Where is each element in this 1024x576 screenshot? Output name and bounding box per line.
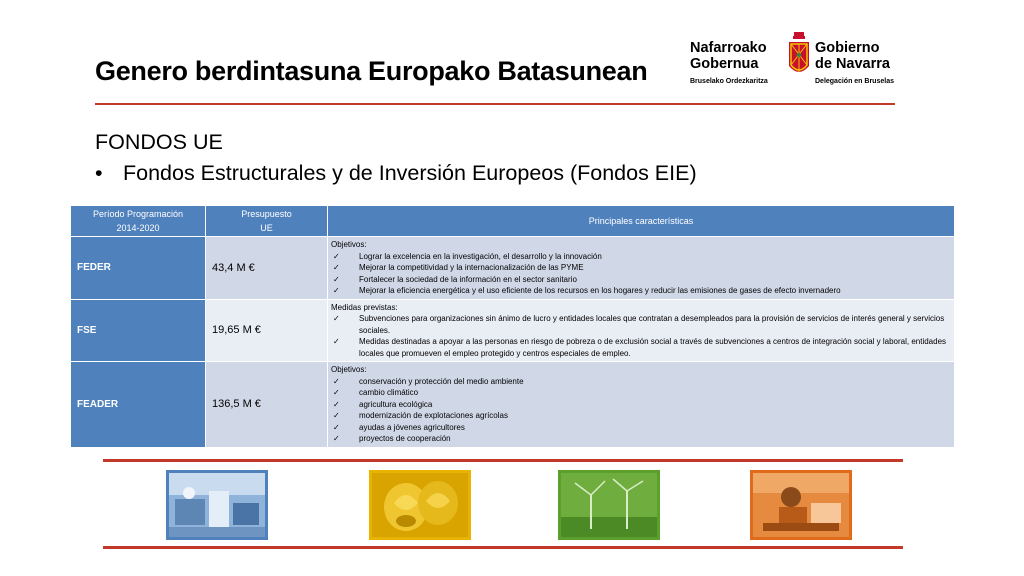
list-item [331,422,951,434]
list-item [331,336,951,359]
list-item-text: conservación y protección del medio ambiente [359,376,524,386]
list-item [331,274,951,286]
list-item-text: Mejorar la competitividad y la internacionalización de las PYME [359,263,584,272]
list-item [331,410,951,422]
navarra-coat-of-arms-icon [786,30,812,86]
list-item-text: modernización de explotaciones agrícolas [359,411,508,420]
bullet-dot: • [95,161,103,185]
check-icon: ✓ [333,399,340,409]
logo-basque-text [690,40,785,86]
table-row [71,237,955,300]
header-budget [206,206,328,237]
list-item-text: cambio climático [359,388,419,397]
check-icon: ✓ [333,376,340,386]
check-icon: ✓ [333,337,340,346]
fund-features [328,299,955,362]
table-row [71,299,955,362]
header-budget-line2: UE [260,223,273,233]
page-title: Genero berdintasuna Europako Batasunean [95,56,648,86]
features-heading: Objetivos: [331,365,367,374]
strip-bottom-rule [103,546,903,549]
list-item-text: Lograr la excelencia en la investigación, el desarrollo y la innovación [359,251,602,261]
check-icon: ✓ [333,388,340,397]
artichoke-photo [369,470,471,540]
logo-right-subtitle: Delegación en Bruselas [815,78,894,85]
government-logo [690,30,910,92]
logo-right-line1: Gobierno [815,40,880,56]
fund-name: FEDER [71,237,206,300]
list-item [331,285,951,297]
fund-budget: 43,4 M € [206,237,328,300]
list-item [331,433,951,445]
check-icon: ✓ [333,422,340,432]
bullet-text: Fondos Estructurales y de Inversión Europeos (Fondos EIE) [123,161,697,185]
fund-name: FEADER [71,362,206,448]
check-icon: ✓ [333,411,340,420]
logo-left-subtitle: Bruselako Ordezkaritza [690,78,768,85]
check-icon: ✓ [333,286,340,295]
fund-features [328,362,955,448]
header-period [71,206,206,237]
list-item-text: agricultura ecológica [359,399,433,409]
table-row [71,362,955,448]
check-icon: ✓ [333,434,340,443]
fund-name: FSE [71,299,206,362]
worker-photo [750,470,852,540]
list-item-text: Fortalecer la sociedad de la información en el sector sanitario [359,274,577,284]
fund-budget: 136,5 M € [206,362,328,448]
list-item [331,399,951,411]
bullet-item [95,161,697,186]
header-period-line2: 2014-2020 [116,223,160,233]
fund-budget: 19,65 M € [206,299,328,362]
list-item [331,313,951,336]
fund-features [328,237,955,300]
list-item-text: Mejorar la eficiencia energética y el uso eficiente de los recursos en los hogares y reducir las emisiones de gases de efecto invernadero [359,286,841,295]
section-heading: FONDOS UE [95,130,223,154]
features-heading: Objetivos: [331,240,367,249]
wind-turbines-photo [558,470,660,540]
logo-right-line2: de Navarra [815,56,890,72]
header-features: Principales características [328,206,955,237]
features-heading: Medidas previstas: [331,302,398,312]
logo-spanish-text [815,40,915,86]
logo-left-line1: Nafarroako [690,40,767,56]
hospital-photo [166,470,268,540]
check-icon: ✓ [333,314,340,323]
logo-left-line2: Gobernua [690,56,759,72]
title-underline [95,103,895,105]
table-header-row [71,206,955,237]
list-item [331,376,951,388]
check-icon: ✓ [333,274,340,284]
list-item-text: ayudas a jóvenes agricultores [359,422,465,432]
header-budget-line1: Presupuesto [241,209,292,219]
funds-table [70,205,955,448]
header-period-line1: Período Programación [92,209,184,219]
check-icon: ✓ [333,251,340,261]
list-item-text: Medidas destinadas a apoyar a las personas en riesgo de pobreza o de exclusión social a través de subvenciones a centros de integración social y laboral, entidades locales que promueven el empleo protegido y centros especiales de empleo. [359,337,947,358]
list-item [331,251,951,263]
list-item [331,387,951,399]
check-icon: ✓ [333,263,340,272]
strip-top-rule [103,459,903,462]
list-item [331,262,951,274]
list-item-text: Subvenciones para organizaciones sin ánimo de lucro y entidades locales que contratan a desempleados para la provisión de servicios de interés general y servicios sociales. [359,314,945,335]
list-item-text: proyectos de cooperación [359,434,451,443]
